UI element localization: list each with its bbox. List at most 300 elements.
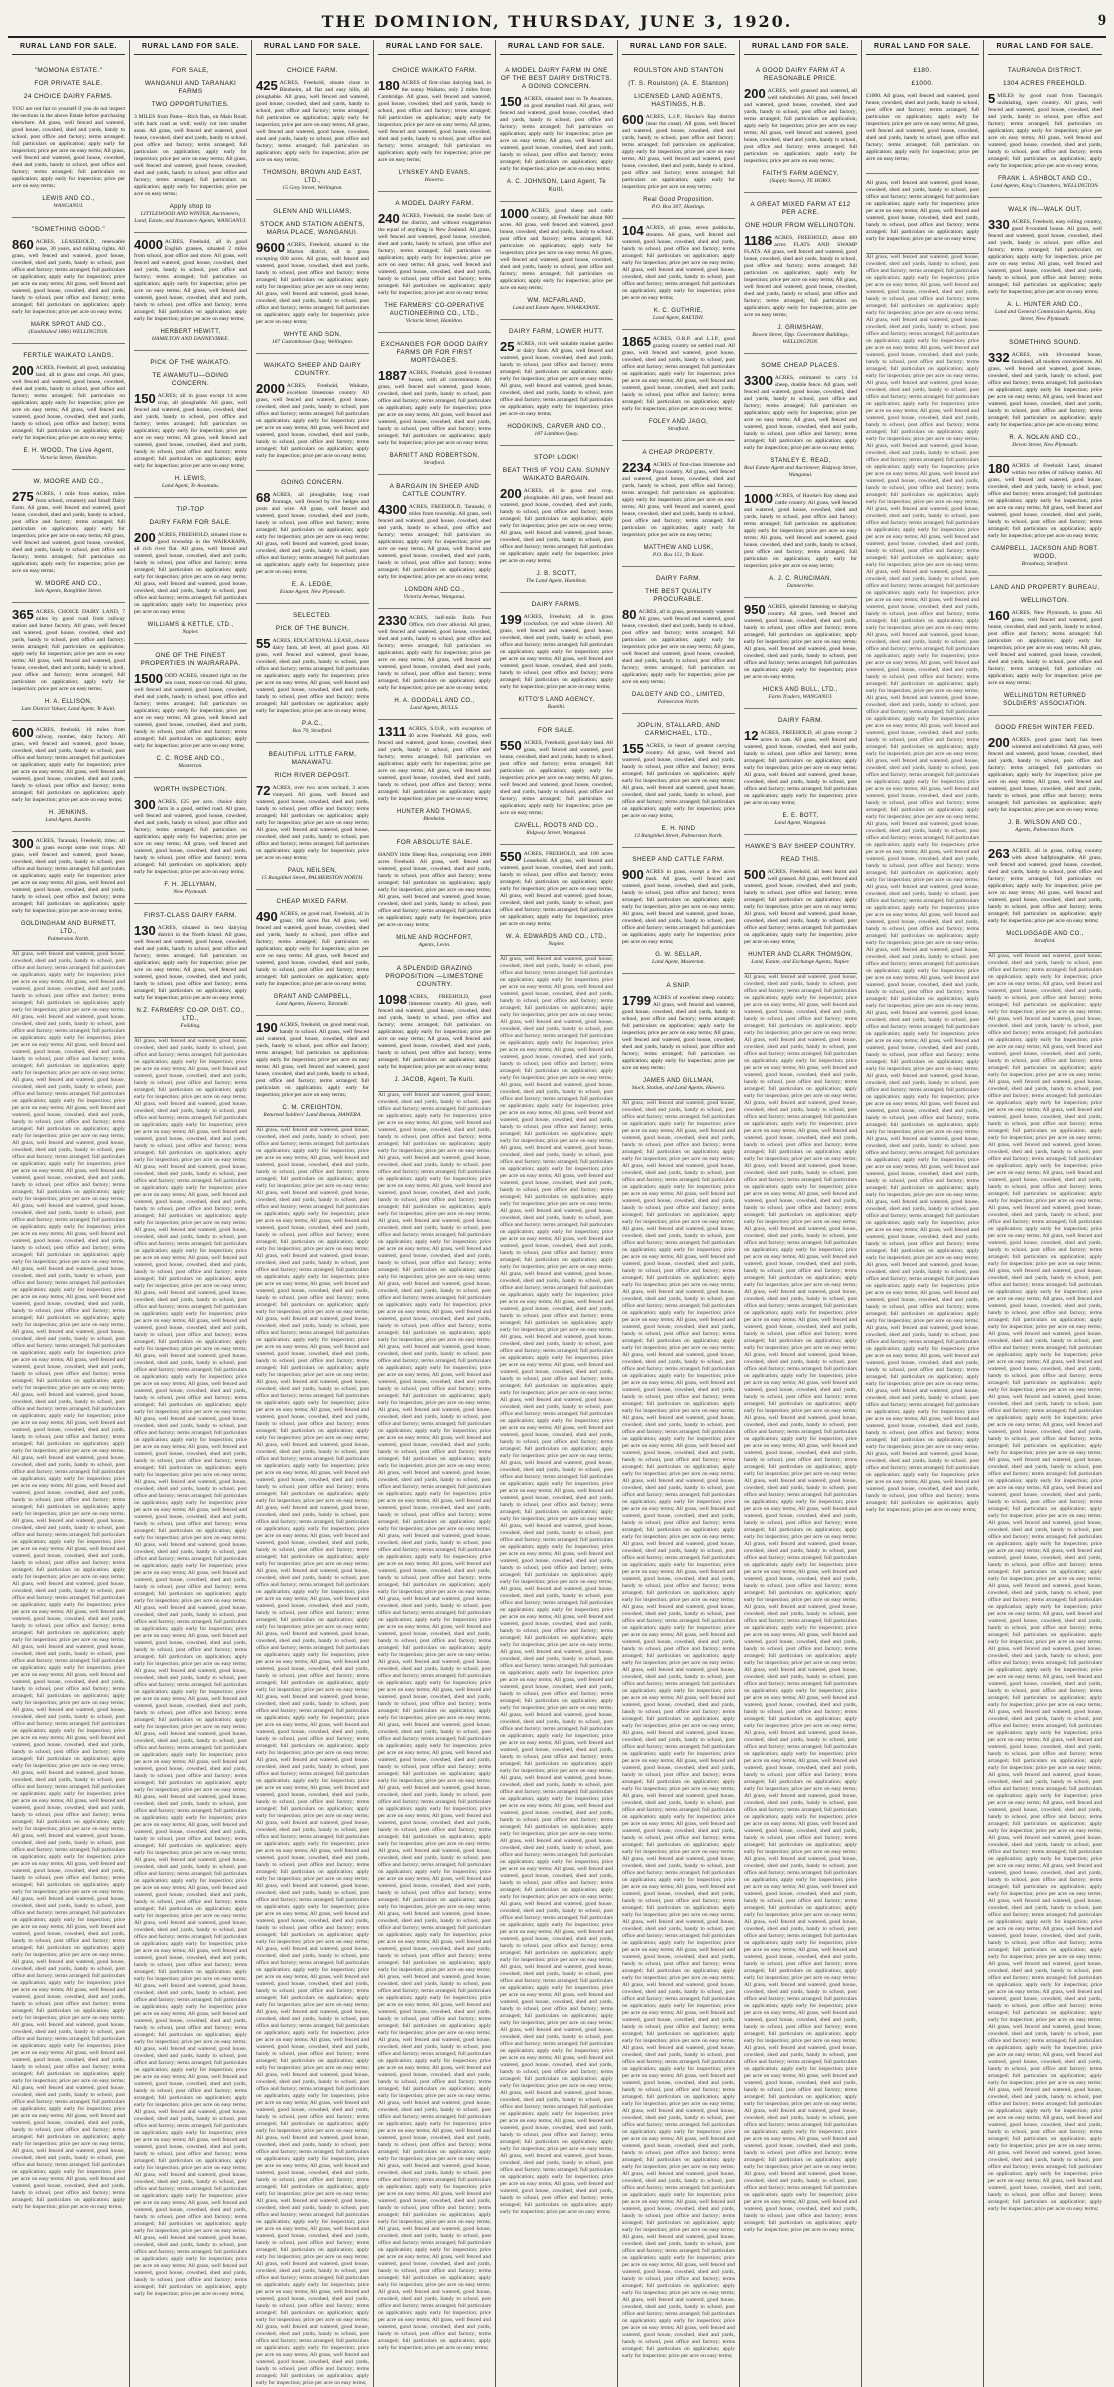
ad-address: Agents, Levin.	[418, 942, 451, 948]
ad-body	[12, 365, 125, 442]
ad-body	[134, 239, 247, 323]
ad-address: Dannevirke.	[786, 583, 815, 589]
acreage-number: 190	[256, 1020, 278, 1035]
ad-title: LAND AND PROPERTY BUREAU,	[990, 584, 1100, 591]
column-header: RURAL LAND FOR SALE.	[622, 40, 735, 55]
column-header: RURAL LAND FOR SALE.	[12, 40, 125, 55]
classified-ad	[622, 59, 735, 219]
ad-body	[12, 491, 125, 575]
ad-address: Blenheim.	[423, 816, 446, 822]
classified-ad	[500, 593, 613, 719]
ad-address: Box 70, Stratford.	[292, 728, 333, 734]
ad-address: Stock, Station, and Land Agents, Hawera.	[631, 1085, 726, 1091]
ad-signature: H. A. GOODALL AND CO.,	[394, 698, 475, 704]
ad-body	[378, 370, 491, 447]
ad-signature: HUNTER AND CLARK THOMSON,	[748, 952, 853, 958]
classified-ad	[500, 59, 613, 202]
ad-address: Feilding.	[180, 1023, 201, 1029]
ad-body	[622, 225, 735, 302]
ad-title: GOOD FRESH WINTER FEED.	[995, 724, 1095, 731]
ad-title: BEAUTIFUL LITTLE FARM, MANAWATU.	[268, 751, 357, 766]
ad-body	[622, 995, 735, 1072]
ad-title: A GOOD DAIRY FARM AT A REASONABLE PRICE.	[755, 67, 846, 82]
classified-ad	[12, 470, 125, 603]
ad-body	[256, 492, 369, 576]
ad-signature: Real Good Proposition.	[643, 197, 714, 203]
acreage-number: 550	[500, 849, 522, 864]
classified-ad	[12, 344, 125, 470]
ad-title: FIRST-CLASS DAIRY FARM.	[144, 912, 237, 919]
ad-text: ACRES, well grassed and watered, all well subdivided. All grass, well fenced and watered, good house, cowshed, shed and yards, handy to school, post office and factory; terms arranged; full particulars on application; apply early for inspection; price per acre on easy terms; All grass, well fenced and watered, good house, cowshed, shed and yards, handy to school, post office and factory; terms arranged; full particulars on application; apply early for inspection; price per acre on easy terms;	[744, 88, 857, 164]
column-9	[984, 40, 1106, 2387]
ad-title: CHOICE WAIKATO FARM.	[392, 67, 477, 74]
ad-address: Broadway, Stratford.	[1021, 561, 1069, 567]
acreage-number: 1500	[134, 671, 163, 686]
ad-body	[988, 463, 1102, 540]
ad-signature: E. A. LEDGE,	[291, 582, 334, 588]
ad-body	[622, 114, 735, 191]
ad-address: Land Agent, RAETIHI.	[652, 315, 705, 321]
ad-body	[744, 730, 857, 807]
ad-body	[988, 848, 1102, 925]
ad-text: ACRES, New Plymouth, in grass. All grass, well fenced and watered, good house, cowshed, shed and yards, handy to school, post office and factory; terms arranged; full particulars on application; apply early for inspection; price per acre on easy terms; All grass, well fenced and watered, good house, cowshed, shed and yards, handy to school, post office and factory; terms arranged; full particulars on application; apply early for inspection; price per acre on easy terms;	[988, 610, 1102, 686]
ad-subtitle: ONE HOUR FROM WELLINGTON.	[745, 222, 856, 229]
ad-address: Agents, Palmerston North.	[1015, 827, 1075, 833]
ad-body	[744, 604, 857, 681]
ad-signature: DALGETY AND CO., LIMITED,	[632, 692, 725, 698]
classified-ad	[500, 320, 613, 446]
column-header: RURAL LAND FOR SALE.	[988, 40, 1102, 55]
acreage-number: 500	[744, 867, 766, 882]
acreage-number: 150	[134, 391, 156, 406]
ad-body	[378, 852, 491, 929]
ad-subtitle: £1000.	[911, 80, 934, 87]
acreage-number: 1887	[378, 368, 407, 383]
acreage-number: 200	[134, 530, 156, 545]
ad-body	[744, 375, 857, 452]
ad-title: £180.	[913, 67, 932, 74]
ad-address: Palmerston North.	[657, 699, 700, 705]
ad-text: ACRES, Freehold; good 6-roomed house, with all conveniences. All grass, well fenced and watered, good house, cowshed, shed and yards, handy to school, post office and factory; terms arranged; full particulars on application; apply early for inspection; price per acre on easy terms; All grass, well fenced and watered, good house, cowshed, shed and yards, handy to school, post office and factory; terms arranged; full particulars on application; apply early for inspection; price per acre on easy terms;	[378, 370, 491, 446]
ad-text: ACRES, FREEHOLD, about 400 acres FLATS AND SWAMP FLATS. All grass, well fenced and watered, good house, cowshed, shed and yards, handy to school, post office and factory; terms arranged; full particulars on application; apply early for inspection; price per acre on easy terms; All grass, well fenced and watered, good house, cowshed, shed and yards, handy to school, post office and factory; terms arranged; full particulars on application; apply early for inspection; price per acre on easy terms;	[744, 235, 857, 318]
classified-ad	[12, 832, 125, 951]
ad-body	[378, 994, 491, 1071]
ad-text: ACRES, all in grass, permanently watered. All grass, well fenced and watered, good house, cowshed, shed and yards, handy to school, post office and factory; terms arranged; full particulars on application; apply early for inspection; price per acre on easy terms; All grass, well fenced and watered, good house, cowshed, shed and yards, handy to school, post office and factory; terms arranged; full particulars on application; apply early for inspection; price per acre on easy terms;	[622, 609, 735, 685]
ad-signature: FAITH'S FARM AGENCY,	[762, 171, 839, 177]
ad-signature: WELLINGTON RETURNED SOLDIERS' ASSOCIATION.	[1003, 693, 1087, 707]
ad-text: ACRES, FREEHOLD, good limestone country. All grass, well fenced and watered, good house, cowshed, shed and yards, handy to school, post office and factory; terms arranged; full particulars on application; apply early for inspection; price per acre on easy terms; All grass, well fenced and watered, good house, cowshed, shed and yards, handy to school, post office and factory; terms arranged; full particulars on application; apply early for inspection; price per acre on easy terms;	[378, 994, 491, 1070]
ad-title: TAURANGA DISTRICT.	[1007, 67, 1083, 74]
ad-signature: HODGKINS, CARVER AND CO.,	[507, 424, 606, 430]
acreage-number: 199	[500, 612, 522, 627]
classified-ad	[378, 609, 491, 720]
classified-ad	[134, 644, 247, 778]
ad-title: ONE OF THE FINEST PROPERTIES IN WAIRARAPA.	[140, 652, 241, 667]
ad-body	[622, 336, 735, 413]
classified-ad	[134, 778, 247, 904]
ad-signature: WHYTE AND SON,	[283, 332, 342, 338]
ad-address: LITTLEWOOD AND WINTER, Auctioneers, Land, Estate, and Insurance Agents, WANGANUI.	[134, 211, 247, 224]
classified-ad	[622, 330, 735, 441]
ad-subtitle: WANGANUI AND TARANAKI FARMS	[144, 80, 237, 95]
column-header: RURAL LAND FOR SALE.	[378, 40, 491, 55]
ad-address: Hawera.	[424, 177, 445, 183]
ad-address: Palmerston North.	[47, 936, 90, 942]
classified-ad	[12, 218, 125, 344]
ad-address: Devon Street, New Plymouth.	[1012, 442, 1078, 448]
ad-body	[500, 208, 613, 292]
classified-ad	[378, 831, 491, 957]
ad-text: ACRES, over two acres orchard, 3 acres vineyard. All grass, well fenced and watered, good house, cowshed, shed and yards, handy to school, post office and factory; terms arranged; full particulars on application; apply early for inspection; price per acre on easy terms; All grass, well fenced and watered, good house, cowshed, shed and yards, handy to school, post office and factory; terms arranged; full particulars on application; apply early for inspection; price per acre on easy terms;	[256, 785, 369, 861]
acreage-number: 1000	[744, 491, 773, 506]
ad-body	[378, 615, 491, 692]
ad-text: ACRES, 1 mile from station, miles from school, creamery and Small Dairy Farm. All grass, well fenced and watered, good house, cowshed, shed and yards, handy to school, post office and factory; terms arranged; full particulars on application; apply early for inspection; price per acre on easy terms; All grass, well fenced and watered, good house, cowshed, shed and yards, handy to school, post office and factory; terms arranged; full particulars on application; apply early for inspection; price per acre on easy terms;	[12, 491, 125, 574]
classified-ad	[134, 233, 247, 351]
ad-text: ACRES, all ploughable, long road frontage, well fenced by live hedges and posts and wire. All grass, well fenced and watered, good house, cowshed, shed and yards, handy to school, post office and factory; terms arranged; full particulars on application; apply early for inspection; price per acre on easy terms; All grass, well fenced and watered, good house, cowshed, shed and yards, handy to school, post office and factory; terms arranged; full particulars on application; apply early for inspection; price per acre on easy terms;	[256, 492, 369, 575]
ad-text: ACRES, FREEHOLD, situated close to good township in the WAIRARAPA, all rich river flat. All grass, well fenced and watered, good house, cowshed, shed and yards, handy to school, post office and factory; terms arranged; full particulars on application; apply early for inspection; price per acre on easy terms; All grass, well fenced and watered, good house, cowshed, shed and yards, handy to school, post office and factory; terms arranged; full particulars on application; apply early for inspection; price per acre on easy terms;	[134, 532, 247, 615]
ad-text: ACRES, O.R.P. and L.I.P., good grazing country on settled road. All grass, well fenced and watered, good house, cowshed, shed and yards, handy to school, post office and factory; terms arranged; full particulars on application; apply early for inspection; price per acre on easy terms; All grass, well fenced and watered, good house, cowshed, shed and yards, handy to school, post office and factory; terms arranged; full particulars on application; apply early for inspection; price per acre on easy terms;	[622, 336, 735, 412]
ad-signature: F. H. JELLYMAN,	[164, 882, 217, 888]
acreage-number: 25	[500, 339, 515, 354]
classified-ad	[744, 59, 857, 193]
classified-ad	[744, 835, 857, 974]
acreage-number: 330	[988, 217, 1010, 232]
ad-signature: LONDON AND CO.,	[404, 587, 465, 593]
ad-text: £1000. All grass, well fenced and watered, good house, cowshed, shed and yards, handy to school, post office and factory; terms arranged; full particulars on application; apply early for inspection; price per acre on easy terms; All grass, well fenced and watered, good house, cowshed, shed and yards, handy to school, post office and factory; terms arranged; full particulars on application; apply early for inspection; price per acre on easy terms;	[866, 93, 979, 162]
classified-ad	[622, 848, 735, 974]
ad-text: ACRES, of Hawke's Bay sheep and cattle country. All grass, well fenced and watered, good house, cowshed, shed and yards, handy to school, post office and factory; terms arranged; full particulars on application; apply early for inspection; price per acre on easy terms; All grass, well fenced and watered, good house, cowshed, shed and yards, handy to school, post office and factory; terms arranged; full particulars on application; apply early for inspection; price per acre on easy terms;	[744, 493, 857, 569]
classified-ad	[256, 354, 369, 471]
ad-text: ACRES, estimated to carry 14 sheep, double fence. All grass, well fenced and watered, good house, cowshed, shed and yards, handy to school, post office and factory; terms arranged; full particulars on application; apply early for inspection; price per acre on easy terms; All grass, well fenced and watered, good house, cowshed, shed and yards, handy to school, post office and factory; terms arranged; full particulars on application; apply early for inspection; price per acre on easy terms;	[744, 375, 857, 451]
acreage-number: 365	[12, 607, 34, 622]
ad-title: PICK OF THE WAIKATO.	[150, 359, 231, 366]
ad-body	[134, 393, 247, 470]
acreage-number: 1186	[744, 233, 773, 248]
ad-subtitle: TE AWAMUTU—GOING CONCERN.	[152, 372, 229, 387]
ad-address: Ridgway Street, Wanganui.	[526, 830, 587, 836]
acreage-number: 55	[256, 636, 271, 651]
ad-title: SOME CHEAP PLACES.	[761, 362, 840, 369]
ad-body	[988, 610, 1102, 687]
ad-address: Victoria Street, Hamilton.	[405, 318, 464, 324]
ad-body	[256, 383, 369, 460]
column-filler-text: All grass, well fenced and watered, good house, cowshed, shed and yards, handy to school, post office and factory; terms arranged; full particulars on application; apply early for inspection; price per acre on easy terms; All grass, well fenced and watered, good house, cowshed, shed and yards, handy to school, post office and factory; terms arranged; full particulars on application; apply early for inspection; price per acre on easy terms; All grass, well fenced and watered, good house, cowshed, shed and yards, handy to school, post office and factory; terms arranged; full particulars on application; apply early for inspection; price per acre on easy terms; All grass, well fenced and watered, good house, cowshed, shed and yards, handy to school, post office and factory; terms arranged; full particulars on application; apply early for inspection; price per acre on easy terms; All grass, well fenced and watered, good house, cowshed, shed and yards, handy to school, post office and factory; terms arranged; full particulars on application; apply early for inspection; price per acre on easy terms; All grass, well fenced and watered, good house, cowshed, shed and yards, handy to school, post office and factory; terms arranged; full particulars on application; apply early for inspection; price per acre on easy terms; All grass, well fenced and watered, good house, cowshed, shed and yards, handy to school, post office and factory; terms arranged; full particulars on application; apply early for inspection; price per acre on easy terms; All grass, well fenced and watered, good house, cowshed, shed and yards, handy to school, post office and factory; terms arranged; full particulars on application; apply early for inspection; price per acre on easy terms; All grass, well fenced and watered, good house, cowshed, shed and yards, handy to school, post office and factory; terms arranged; full particulars on application; apply early for inspection; price per acre on easy terms; All grass, well fenced and watered, good house, cowshed, shed and yards, handy to school, post office and factory; terms arranged; full particulars on application; apply early for inspection; price per acre on easy terms; All grass, well fenced and watered, good house, cowshed, shed and yards, handy to school, post office and factory; terms arranged; full particulars on application; apply early for inspection; price per acre on easy terms; All grass, well fenced and watered, good house, cowshed, shed and yards, handy to school, post office and factory; terms arranged; full particulars on application; apply early for inspection; price per acre on easy terms; All grass, well fenced and watered, good house, cowshed, shed and yards, handy to school, post office and factory; terms arranged; full particulars on application; apply early for inspection; price per acre on easy terms; All grass, well fenced and watered, good house, cowshed, shed and yards, handy to school, post office and factory; terms arranged; full particulars on application; apply early for inspection; price per acre on easy terms; All grass, well fenced and watered, good house, cowshed, shed and yards, handy to school, post office and factory; terms arranged; full particulars on application; apply early for inspection; price per acre on easy terms; All grass, well fenced and watered, good house, cowshed, shed and yards, handy to school, post office and factory; terms arranged; full particulars on application; apply early for inspection; price per acre on easy terms; All grass, well fenced and watered, good house, cowshed, shed and yards, handy to school, post office and factory; terms arranged; full particulars on application; apply early for inspection; price per acre on easy terms; All grass, well fenced and watered, good house, cowshed, shed and yards, handy to school, post office and factory; terms arranged; full particulars on application; apply early for inspection; price per acre on easy terms; All grass, well fenced and watered, good house, cowshed, shed and yards, handy to school, post office and factory; terms arranged; full particulars on application; apply early for inspection; price per acre on easy terms; All grass, well fenced and watered, good house, cowshed, shed and yards, handy to school, post office and factory; terms arranged; full particulars on application; apply early for inspection; price per acre on easy terms; All grass, well fenced and watered, good house, cowshed, shed and yards, handy to school, post office and factory; terms arranged; full particulars on application; apply early for inspection; price per acre on easy terms; All grass, well fenced and watered, good house, cowshed, shed and yards, handy to school, post office and factory; terms arranged; full particulars on application; apply early for inspection; price per acre on easy terms; All grass, well fenced and watered, good house, cowshed, shed and yards, handy to school, post office and factory; terms arranged; full particulars on application; apply early for inspection; price per acre on easy terms; All grass, well fenced and watered, good house, cowshed, shed and yards, handy to school, post office and factory; terms arranged; full particulars on application; apply early for inspection; price per acre on easy terms; All grass, well fenced and watered, good house, cowshed, shed and yards, handy to school, post office and factory; terms arranged; full particulars on application; apply early for inspection; price per acre on easy terms; All grass, well fenced and watered, good house, cowshed, shed and yards, handy to school, post office and factory; terms arranged; full particulars on application; apply early for inspection; price per acre on easy terms; All grass, well fenced and watered, good house, cowshed, shed and yards, handy to school, post office and factory; terms arranged; full particulars on application; apply early for inspection; price per acre on easy terms; All grass, well fenced and watered, good house, cowshed, shed and yards, handy to school, post office and factory; terms arranged; full particulars on application; apply early for inspection; price per acre on easy terms; All grass, well fenced and watered, good house, cowshed, shed and yards, handy to school, post office and factory; terms arranged; full particulars on application; apply early for inspection; price per acre on easy terms; All grass, well fenced and watered, good house, cowshed, shed and yards, handy to school, post office and factory; terms arranged; full particulars on application; apply early for inspection; price per acre on easy terms; All grass, well fenced and watered, good house, cowshed, shed and yards, handy to school, post office and factory; terms arranged; full particulars on application; apply early for inspection; price per acre on easy terms; All grass, well fenced and watered, good house, cowshed, shed and yards, handy to school, post office and factory; terms arranged; full particulars on application; apply early for inspection; price per acre on easy terms; All grass, well fenced and watered, good house, cowshed, shed and yards, handy to school, post office and factory; terms arranged; full particulars on application; apply early for inspection; price per acre on easy terms; All grass, well fenced and watered, good house, cowshed, shed and yards, handy to school, post office and factory; terms arranged; full particulars on application; apply early for inspection; price per acre on easy terms; All grass, well fenced and watered, good house, cowshed, shed and yards, handy to school, post office and factory; terms arranged; full particulars on application; apply early for inspection; price per acre on easy terms; All grass, well fenced and watered, good house, cowshed, shed and yards, handy to school, post office and factory; terms arranged; full particulars on application; apply early for inspection; price per acre on easy terms; All grass, well fenced and watered, good house, cowshed, shed and yards, handy to school, post office and factory; terms arranged; full particulars on application; apply early for inspection; price per acre on easy terms; All grass, well fenced and watered, good house, cowshed, shed and yards, handy to school, post office and factory; terms arranged; full particulars on application; apply early for inspection; price per acre on easy terms; All grass, well fenced and watered, good house, cowshed, shed and yards, handy to school, post office and factory; terms arranged; full particulars on application; apply early for inspection; price per acre on easy terms; All grass, well fenced and watered, good house, cowshed, shed and yards, handy to school, post office and factory; terms arranged; full particulars on application; apply early for inspection; price per acre on easy terms;	[500, 956, 613, 2215]
acreage-number: 600	[12, 725, 34, 740]
ad-address: (Established 1866) WELLINGTON.	[28, 329, 109, 335]
column-filler-text: All grass, well fenced and watered, good house, cowshed, shed and yards, handy to school, post office and factory; terms arranged; full particulars on application; apply early for inspection; price per acre on easy terms; All grass, well fenced and watered, good house, cowshed, shed and yards, handy to school, post office and factory; terms arranged; full particulars on application; apply early for inspection; price per acre on easy terms; All grass, well fenced and watered, good house, cowshed, shed and yards, handy to school, post office and factory; terms arranged; full particulars on application; apply early for inspection; price per acre on easy terms; All grass, well fenced and watered, good house, cowshed, shed and yards, handy to school, post office and factory; terms arranged; full particulars on application; apply early for inspection; price per acre on easy terms; All grass, well fenced and watered, good house, cowshed, shed and yards, handy to school, post office and factory; terms arranged; full particulars on application; apply early for inspection; price per acre on easy terms; All grass, well fenced and watered, good house, cowshed, shed and yards, handy to school, post office and factory; terms arranged; full particulars on application; apply early for inspection; price per acre on easy terms; All grass, well fenced and watered, good house, cowshed, shed and yards, handy to school, post office and factory; terms arranged; full particulars on application; apply early for inspection; price per acre on easy terms; All grass, well fenced and watered, good house, cowshed, shed and yards, handy to school, post office and factory; terms arranged; full particulars on application; apply early for inspection; price per acre on easy terms; All grass, well fenced and watered, good house, cowshed, shed and yards, handy to school, post office and factory; terms arranged; full particulars on application; apply early for inspection; price per acre on easy terms; All grass, well fenced and watered, good house, cowshed, shed and yards, handy to school, post office and factory; terms arranged; full particulars on application; apply early for inspection; price per acre on easy terms; All grass, well fenced and watered, good house, cowshed, shed and yards, handy to school, post office and factory; terms arranged; full particulars on application; apply early for inspection; price per acre on easy terms; All grass, well fenced and watered, good house, cowshed, shed and yards, handy to school, post office and factory; terms arranged; full particulars on application; apply early for inspection; price per acre on easy terms; All grass, well fenced and watered, good house, cowshed, shed and yards, handy to school, post office and factory; terms arranged; full particulars on application; apply early for inspection; price per acre on easy terms; All grass, well fenced and watered, good house, cowshed, shed and yards, handy to school, post office and factory; terms arranged; full particulars on application; apply early for inspection; price per acre on easy terms; All grass, well fenced and watered, good house, cowshed, shed and yards, handy to school, post office and factory; terms arranged; full particulars on application; apply early for inspection; price per acre on easy terms; All grass, well fenced and watered, good house, cowshed, shed and yards, handy to school, post office and factory; terms arranged; full particulars on application; apply early for inspection; price per acre on easy terms; All grass, well fenced and watered, good house, cowshed, shed and yards, handy to school, post office and factory; terms arranged; full particulars on application; apply early for inspection; price per acre on easy terms; All grass, well fenced and watered, good house, cowshed, shed and yards, handy to school, post office and factory; terms arranged; full particulars on application; apply early for inspection; price per acre on easy terms; All grass, well fenced and watered, good house, cowshed, shed and yards, handy to school, post office and factory; terms arranged; full particulars on application; apply early for inspection; price per acre on easy terms; All grass, well fenced and watered, good house, cowshed, shed and yards, handy to school, post office and factory; terms arranged; full particulars on application; apply early for inspection; price per acre on easy terms; All grass, well fenced and watered, good house, cowshed, shed and yards, handy to school, post office and factory; terms arranged; full particulars on application; apply early for inspection; price per acre on easy terms; All grass, well fenced and watered, good house, cowshed, shed and yards, handy to school, post office and factory; terms arranged; full particulars on application; apply early for inspection; price per acre on easy terms; All grass, well fenced and watered, good house, cowshed, shed and yards, handy to school, post office and factory; terms arranged; full particulars on application; apply early for inspection; price per acre on easy terms; All grass, well fenced and watered, good house, cowshed, shed and yards, handy to school, post office and factory; terms arranged; full particulars on application; apply early for inspection; price per acre on easy terms; All grass, well fenced and watered, good house, cowshed, shed and yards, handy to school, post office and factory; terms arranged; full particulars on application; apply early for inspection; price per acre on easy terms; All grass, well fenced and watered, good house, cowshed, shed and yards, handy to school, post office and factory; terms arranged; full particulars on application; apply early for inspection; price per acre on easy terms; All grass, well fenced and watered, good house, cowshed, shed and yards, handy to school, post office and factory; terms arranged; full particulars on application; apply early for inspection; price per acre on easy terms; All grass, well fenced and watered, good house, cowshed, shed and yards, handy to school, post office and factory; terms arranged; full particulars on application; apply early for inspection; price per acre on easy terms; All grass, well fenced and watered, good house, cowshed, shed and yards, handy to school, post office and factory; terms arranged; full particulars on application; apply early for inspection; price per acre on easy terms; All grass, well fenced and watered, good house, cowshed, shed and yards, handy to school, post office and factory; terms arranged; full particulars on application; apply early for inspection; price per acre on easy terms; All grass, well fenced and watered, good house, cowshed, shed and yards, handy to school, post office and factory; terms arranged; full particulars on application; apply early for inspection; price per acre on easy terms; All grass, well fenced and watered, good house, cowshed, shed and yards, handy to school, post office and factory; terms arranged; full particulars on application; apply early for inspection; price per acre on easy terms; All grass, well fenced and watered, good house, cowshed, shed and yards, handy to school, post office and factory; terms arranged; full particulars on application; apply early for inspection; price per acre on easy terms; All grass, well fenced and watered, good house, cowshed, shed and yards, handy to school, post office and factory; terms arranged; full particulars on application; apply early for inspection; price per acre on easy terms; All grass, well fenced and watered, good house, cowshed, shed and yards, handy to school, post office and factory; terms arranged; full particulars on application; apply early for inspection; price per acre on easy terms; All grass, well fenced and watered, good house, cowshed, shed and yards, handy to school, post office and factory; terms arranged; full particulars on application; apply early for inspection; price per acre on easy terms; All grass, well fenced and watered, good house, cowshed, shed and yards, handy to school, post office and factory; terms arranged; full particulars on application; apply early for inspection; price per acre on easy terms; All grass, well fenced and watered, good house, cowshed, shed and yards, handy to school, post office and factory; terms arranged; full particulars on application; apply early for inspection; price per acre on easy terms; All grass, well fenced and watered, good house, cowshed, shed and yards, handy to school, post office and factory; terms arranged; full particulars on application; apply early for inspection; price per acre on easy terms; All grass, well fenced and watered, good house, cowshed, shed and yards, handy to school, post office and factory; terms arranged; full particulars on application; apply early for inspection; price per acre on easy terms;	[134, 1038, 247, 2297]
ad-title: A GREAT MIXED FARM AT £12 PER ACRE.	[750, 201, 851, 216]
ad-body	[12, 727, 125, 804]
ad-text: ACRES, Freehold, situated in the Marton district, all in grass excepting 600 acres. All grass, well fenced and watered, good house, cowshed, shed and yards, handy to school, post office and factory; terms arranged; full particulars on application; apply early for inspection; price per acre on easy terms; All grass, well fenced and watered, good house, cowshed, shed and yards, handy to school, post office and factory; terms arranged; full particulars on application; apply early for inspection; price per acre on easy terms;	[256, 242, 369, 325]
ad-signature: J. JACOB, Agent, Te Kuiti.	[394, 1077, 475, 1083]
ad-body	[12, 106, 125, 190]
classified-ad	[134, 904, 247, 1038]
acreage-number: 1311	[378, 724, 407, 739]
acreage-number: 4300	[378, 502, 407, 517]
ad-address: Masterton.	[178, 763, 203, 769]
acreage-number: 9600	[256, 240, 285, 255]
classified-ad	[988, 716, 1102, 842]
ad-text: ACRES, Freehold, Waikato, excellent limestone country. All grass, well fenced and watered, good house, cowshed, shed and yards, handy to school, post office and factory; terms arranged; full particulars on application; apply early for inspection; price per acre on easy terms; All grass, well fenced and watered, good house, cowshed, shed and yards, handy to school, post office and factory; terms arranged; full particulars on application; apply early for inspection; price per acre on easy terms;	[256, 383, 369, 459]
ad-text: ACRES of Freehold Land, situated within two miles of railway station. All grass, well fenced and watered, good house, cowshed, shed and yards, handy to school, post office and factory; terms arranged; full particulars on application; apply early for inspection; price per acre on easy terms; All grass, well fenced and watered, good house, cowshed, shed and yards, handy to school, post office and factory; terms arranged; full particulars on application; apply early for inspection; price per acre on easy terms;	[988, 463, 1102, 539]
ad-text: ACRES, S.O.R., with exception of 40 acres Freehold. All grass, well fenced and watered, good house, cowshed, shed and yards, handy to school, post office and factory; terms arranged; full particulars on application; apply early for inspection; price per acre on easy terms; All grass, well fenced and watered, good house, cowshed, shed and yards, handy to school, post office and factory; terms arranged; full particulars on application; apply early for inspection; price per acre on easy terms;	[378, 726, 491, 802]
ad-text: ACRES of excellent sheep country. All grass, well fenced and watered, good house, cowshed, shed and yards, handy to school, post office and factory; terms arranged; full particulars on application; apply early for inspection; price per acre on easy terms; All grass, well fenced and watered, good house, cowshed, shed and yards, handy to school, post office and factory; terms arranged; full particulars on application; apply early for inspection; price per acre on easy terms;	[622, 995, 735, 1071]
acreage-number: 12	[744, 728, 759, 743]
ad-text: ACRES, all grass, seven paddocks, streams. All grass, well fenced and watered, good house, cowshed, shed and yards, handy to school, post office and factory; terms arranged; full particulars on application; apply early for inspection; price per acre on easy terms; All grass, well fenced and watered, good house, cowshed, shed and yards, handy to school, post office and factory; terms arranged; full particulars on application; apply early for inspection; price per acre on easy terms;	[622, 225, 735, 301]
acreage-number: 300	[134, 797, 156, 812]
ad-address: The Land Agent, Hamilton.	[526, 578, 587, 584]
ad-signature: HUNTER AND THOMAS,	[396, 809, 473, 815]
ad-body	[500, 488, 613, 565]
ad-body	[256, 80, 369, 164]
classified-ad	[134, 498, 247, 644]
ad-address: Stratford.	[423, 460, 446, 466]
column-8	[862, 40, 984, 2387]
ad-text: ACRES, EDUCATIONAL LEASE, choice dairy farm, all level, all good grass. All grass, well fenced and watered, good house, cowshed, shed and yards, handy to school, post office and factory; terms arranged; full particulars on application; apply early for inspection; price per acre on easy terms; All grass, well fenced and watered, good house, cowshed, shed and yards, handy to school, post office and factory; terms arranged; full particulars on application; apply early for inspection; price per acre on easy terms;	[256, 638, 369, 714]
ad-text: HANDY little Sheep Run, comprising over 2000 acres Freehold. All grass, well fenced and watered, good house, cowshed, shed and yards, handy to school, post office and factory; terms arranged; full particulars on application; apply early for inspection; price per acre on easy terms; All grass, well fenced and watered, good house, cowshed, shed and yards, handy to school, post office and factory; terms arranged; full particulars on application; apply early for inspection; price per acre on easy terms;	[378, 852, 491, 928]
classified-ad	[134, 351, 247, 498]
ad-title: ROULSTON AND STANTON	[633, 67, 724, 74]
column-header: RURAL LAND FOR SALE.	[256, 40, 369, 55]
ad-title: GOING CONCERN.	[281, 479, 344, 486]
classified-ad	[256, 471, 369, 604]
classified-ad	[134, 59, 247, 233]
classified-ad	[12, 59, 125, 218]
ad-body	[744, 493, 857, 570]
acreage-number: 300	[12, 836, 34, 851]
ad-text: ACRES, situated near to Te Awamutu, on good metalled road. All grass, well fenced and watered, good house, cowshed, shed and yards, handy to school, post office and factory; terms arranged; full particulars on application; apply early for inspection; price per acre on easy terms; All grass, well fenced and watered, good house, cowshed, shed and yards, handy to school, post office and factory; terms arranged; full particulars on application; apply early for inspection; price per acre on easy terms;	[500, 96, 613, 172]
ad-address: Land Agent, Masterton.	[651, 959, 706, 965]
ad-subtitle: PICK OF THE BUNCH.	[275, 625, 350, 632]
ad-signature: R. A. NOLAN AND CO.,	[1009, 435, 1081, 441]
classified-ad	[744, 709, 857, 835]
ad-text: All grass, well fenced and watered, good house, cowshed, shed and yards, handy to school, post office and factory; terms arranged; full particulars on application; apply early for inspection; price per acre on easy terms; All grass, well fenced and watered, good house, cowshed, shed and yards, handy to school, post office and factory; terms arranged; full particulars on application; apply early for inspection; price per acre on easy terms;	[866, 180, 979, 242]
ad-subtitle: STOCK AND STATION AGENTS, MARIA PLACE, WANGANUI.	[260, 221, 365, 236]
acreage-number: 130	[134, 923, 156, 938]
ad-signature: CAMPBELL, JACKSON AND ROBT. WOOD,	[991, 546, 1099, 560]
ad-signature: E. E. BOTT,	[782, 813, 819, 819]
ad-text: ACRES, LEASEHOLD, renewable lease, 30 years, and milking rights. All grass, well fenced and watered, good house, cowshed, shed and yards, handy to school, post office and factory; terms arranged; full particulars on application; apply early for inspection; price per acre on easy terms; All grass, well fenced and watered, good house, cowshed, shed and yards, handy to school, post office and factory; terms arranged; full particulars on application; apply early for inspection; price per acre on easy terms;	[12, 239, 125, 315]
ad-signature: FRANK L. ASHBOLT AND CO.,	[998, 176, 1092, 182]
classified-ad	[500, 719, 613, 845]
ad-title: DAIRY FARMS.	[531, 601, 582, 608]
ad-subtitle: WELLINGTON.	[1020, 597, 1070, 604]
column-filler-text: All grass, well fenced and watered, good house, cowshed, shed and yards, handy to school, post office and factory; terms arranged; full particulars on application; apply early for inspection; price per acre on easy terms; All grass, well fenced and watered, good house, cowshed, shed and yards, handy to school, post office and factory; terms arranged; full particulars on application; apply early for inspection; price per acre on easy terms; All grass, well fenced and watered, good house, cowshed, shed and yards, handy to school, post office and factory; terms arranged; full particulars on application; apply early for inspection; price per acre on easy terms; All grass, well fenced and watered, good house, cowshed, shed and yards, handy to school, post office and factory; terms arranged; full particulars on application; apply early for inspection; price per acre on easy terms; All grass, well fenced and watered, good house, cowshed, shed and yards, handy to school, post office and factory; terms arranged; full particulars on application; apply early for inspection; price per acre on easy terms; All grass, well fenced and watered, good house, cowshed, shed and yards, handy to school, post office and factory; terms arranged; full particulars on application; apply early for inspection; price per acre on easy terms; All grass, well fenced and watered, good house, cowshed, shed and yards, handy to school, post office and factory; terms arranged; full particulars on application; apply early for inspection; price per acre on easy terms; All grass, well fenced and watered, good house, cowshed, shed and yards, handy to school, post office and factory; terms arranged; full particulars on application; apply early for inspection; price per acre on easy terms; All grass, well fenced and watered, good house, cowshed, shed and yards, handy to school, post office and factory; terms arranged; full particulars on application; apply early for inspection; price per acre on easy terms; All grass, well fenced and watered, good house, cowshed, shed and yards, handy to school, post office and factory; terms arranged; full particulars on application; apply early for inspection; price per acre on easy terms; All grass, well fenced and watered, good house, cowshed, shed and yards, handy to school, post office and factory; terms arranged; full particulars on application; apply early for inspection; price per acre on easy terms; All grass, well fenced and watered, good house, cowshed, shed and yards, handy to school, post office and factory; terms arranged; full particulars on application; apply early for inspection; price per acre on easy terms; All grass, well fenced and watered, good house, cowshed, shed and yards, handy to school, post office and factory; terms arranged; full particulars on application; apply early for inspection; price per acre on easy terms; All grass, well fenced and watered, good house, cowshed, shed and yards, handy to school, post office and factory; terms arranged; full particulars on application; apply early for inspection; price per acre on easy terms; All grass, well fenced and watered, good house, cowshed, shed and yards, handy to school, post office and factory; terms arranged; full particulars on application; apply early for inspection; price per acre on easy terms; All grass, well fenced and watered, good house, cowshed, shed and yards, handy to school, post office and factory; terms arranged; full particulars on application; apply early for inspection; price per acre on easy terms; All grass, well fenced and watered, good house, cowshed, shed and yards, handy to school, post office and factory; terms arranged; full particulars on application; apply early for inspection; price per acre on easy terms; All grass, well fenced and watered, good house, cowshed, shed and yards, handy to school, post office and factory; terms arranged; full particulars on application; apply early for inspection; price per acre on easy terms; All grass, well fenced and watered, good house, cowshed, shed and yards, handy to school, post office and factory; terms arranged; full particulars on application; apply early for inspection; price per acre on easy terms; All grass, well fenced and watered, good house, cowshed, shed and yards, handy to school, post office and factory; terms arranged; full particulars on application; apply early for inspection; price per acre on easy terms; All grass, well fenced and watered, good house, cowshed, shed and yards, handy to school, post office and factory; terms arranged; full particulars on application; apply early for inspection; price per acre on easy terms; All grass, well fenced and watered, good house, cowshed, shed and yards, handy to school, post office and factory; terms arranged; full particulars on application; apply early for inspection; price per acre on easy terms; All grass, well fenced and watered, good house, cowshed, shed and yards, handy to school, post office and factory; terms arranged; full particulars on application; apply early for inspection; price per acre on easy terms; All grass, well fenced and watered, good house, cowshed, shed and yards, handy to school, post office and factory; terms arranged; full particulars on application; apply early for inspection; price per acre on easy terms; All grass, well fenced and watered, good house, cowshed, shed and yards, handy to school, post office and factory; terms arranged; full particulars on application; apply early for inspection; price per acre on easy terms; All grass, well fenced and watered, good house, cowshed, shed and yards, handy to school, post office and factory; terms arranged; full particulars on application; apply early for inspection; price per acre on easy terms; All grass, well fenced and watered, good house, cowshed, shed and yards, handy to school, post office and factory; terms arranged; full particulars on application; apply early for inspection; price per acre on easy terms; All grass, well fenced and watered, good house, cowshed, shed and yards, handy to school, post office and factory; terms arranged; full particulars on application; apply early for inspection; price per acre on easy terms; All grass, well fenced and watered, good house, cowshed, shed and yards, handy to school, post office and factory; terms arranged; full particulars on application; apply early for inspection; price per acre on easy terms; All grass, well fenced and watered, good house, cowshed, shed and yards, handy to school, post office and factory; terms arranged; full particulars on application; apply early for inspection; price per acre on easy terms; All grass, well fenced and watered, good house, cowshed, shed and yards, handy to school, post office and factory; terms arranged; full particulars on application; apply early for inspection; price per acre on easy terms; All grass, well fenced and watered, good house, cowshed, shed and yards, handy to school, post office and factory; terms arranged; full particulars on application; apply early for inspection; price per acre on easy terms; All grass, well fenced and watered, good house, cowshed, shed and yards, handy to school, post office and factory; terms arranged; full particulars on application; apply early for inspection; price per acre on easy terms; All grass, well fenced and watered, good house, cowshed, shed and yards, handy to school, post office and factory; terms arranged; full particulars on application; apply early for inspection; price per acre on easy terms; All grass, well fenced and watered, good house, cowshed, shed and yards, handy to school, post office and factory; terms arranged; full particulars on application; apply early for inspection; price per acre on easy terms; All grass, well fenced and watered, good house, cowshed, shed and yards, handy to school, post office and factory; terms arranged; full particulars on application; apply early for inspection; price per acre on easy terms; All grass, well fenced and watered, good house, cowshed, shed and yards, handy to school, post office and factory; terms arranged; full particulars on application; apply early for inspection; price per acre on easy terms; All grass, well fenced and watered, good house, cowshed, shed and yards, handy to school, post office and factory; terms arranged; full particulars on application; apply early for inspection; price per acre on easy terms; All grass, well fenced and watered, good house, cowshed, shed and yards, handy to school, post office and factory; terms arranged; full particulars on application; apply early for inspection; price per acre on easy terms; All grass, well fenced and watered, good house, cowshed, shed and yards, handy to school, post office and factory; terms arranged; full particulars on application; apply early for inspection; price per acre on easy terms;	[988, 953, 1102, 2212]
ad-title: WALK IN—WALK OUT.	[1008, 206, 1082, 213]
ad-title: SHEEP AND CATTLE FARM.	[632, 856, 725, 863]
column-filler-text: All grass, well fenced and watered, good house, cowshed, shed and yards, handy to school, post office and factory; terms arranged; full particulars on application; apply early for inspection; price per acre on easy terms; All grass, well fenced and watered, good house, cowshed, shed and yards, handy to school, post office and factory; terms arranged; full particulars on application; apply early for inspection; price per acre on easy terms; All grass, well fenced and watered, good house, cowshed, shed and yards, handy to school, post office and factory; terms arranged; full particulars on application; apply early for inspection; price per acre on easy terms; All grass, well fenced and watered, good house, cowshed, shed and yards, handy to school, post office and factory; terms arranged; full particulars on application; apply early for inspection; price per acre on easy terms; All grass, well fenced and watered, good house, cowshed, shed and yards, handy to school, post office and factory; terms arranged; full particulars on application; apply early for inspection; price per acre on easy terms; All grass, well fenced and watered, good house, cowshed, shed and yards, handy to school, post office and factory; terms arranged; full particulars on application; apply early for inspection; price per acre on easy terms; All grass, well fenced and watered, good house, cowshed, shed and yards, handy to school, post office and factory; terms arranged; full particulars on application; apply early for inspection; price per acre on easy terms; All grass, well fenced and watered, good house, cowshed, shed and yards, handy to school, post office and factory; terms arranged; full particulars on application; apply early for inspection; price per acre on easy terms; All grass, well fenced and watered, good house, cowshed, shed and yards, handy to school, post office and factory; terms arranged; full particulars on application; apply early for inspection; price per acre on easy terms; All grass, well fenced and watered, good house, cowshed, shed and yards, handy to school, post office and factory; terms arranged; full particulars on application; apply early for inspection; price per acre on easy terms; All grass, well fenced and watered, good house, cowshed, shed and yards, handy to school, post office and factory; terms arranged; full particulars on application; apply early for inspection; price per acre on easy terms; All grass, well fenced and watered, good house, cowshed, shed and yards, handy to school, post office and factory; terms arranged; full particulars on application; apply early for inspection; price per acre on easy terms; All grass, well fenced and watered, good house, cowshed, shed and yards, handy to school, post office and factory; terms arranged; full particulars on application; apply early for inspection; price per acre on easy terms; All grass, well fenced and watered, good house, cowshed, shed and yards, handy to school, post office and factory; terms arranged; full particulars on application; apply early for inspection; price per acre on easy terms; All grass, well fenced and watered, good house, cowshed, shed and yards, handy to school, post office and factory; terms arranged; full particulars on application; apply early for inspection; price per acre on easy terms; All grass, well fenced and watered, good house, cowshed, shed and yards, handy to school, post office and factory; terms arranged; full particulars on application; apply early for inspection; price per acre on easy terms; All grass, well fenced and watered, good house, cowshed, shed and yards, handy to school, post office and factory; terms arranged; full particulars on application; apply early for inspection; price per acre on easy terms; All grass, well fenced and watered, good house, cowshed, shed and yards, handy to school, post office and factory; terms arranged; full particulars on application; apply early for inspection; price per acre on easy terms; All grass, well fenced and watered, good house, cowshed, shed and yards, handy to school, post office and factory; terms arranged; full particulars on application; apply early for inspection; price per acre on easy terms; All grass, well fenced and watered, good house, cowshed, shed and yards, handy to school, post office and factory; terms arranged; full particulars on application; apply early for inspection; price per acre on easy terms; All grass, well fenced and watered, good house, cowshed, shed and yards, handy to school, post office and factory; terms arranged; full particulars on application; apply early for inspection; price per acre on easy terms; All grass, well fenced and watered, good house, cowshed, shed and yards, handy to school, post office and factory; terms arranged; full particulars on application; apply early for inspection; price per acre on easy terms; All grass, well fenced and watered, good house, cowshed, shed and yards, handy to school, post office and factory; terms arranged; full particulars on application; apply early for inspection; price per acre on easy terms; All grass, well fenced and watered, good house, cowshed, shed and yards, handy to school, post office and factory; terms arranged; full particulars on application; apply early for inspection; price per acre on easy terms; All grass, well fenced and watered, good house, cowshed, shed and yards, handy to school, post office and factory; terms arranged; full particulars on application; apply early for inspection; price per acre on easy terms; All grass, well fenced and watered, good house, cowshed, shed and yards, handy to school, post office and factory; terms arranged; full particulars on application; apply early for inspection; price per acre on easy terms; All grass, well fenced and watered, good house, cowshed, shed and yards, handy to school, post office and factory; terms arranged; full particulars on application; apply early for inspection; price per acre on easy terms; All grass, well fenced and watered, good house, cowshed, shed and yards, handy to school, post office and factory; terms arranged; full particulars on application; apply early for inspection; price per acre on easy terms; All grass, well fenced and watered, good house, cowshed, shed and yards, handy to school, post office and factory; terms arranged; full particulars on application; apply early for inspection; price per acre on easy terms; All grass, well fenced and watered, good house, cowshed, shed and yards, handy to school, post office and factory; terms arranged; full particulars on application; apply early for inspection; price per acre on easy terms; All grass, well fenced and watered, good house, cowshed, shed and yards, handy to school, post office and factory; terms arranged; full particulars on application; apply early for inspection; price per acre on easy terms; All grass, well fenced and watered, good house, cowshed, shed and yards, handy to school, post office and factory; terms arranged; full particulars on application; apply early for inspection; price per acre on easy terms; All grass, well fenced and watered, good house, cowshed, shed and yards, handy to school, post office and factory; terms arranged; full particulars on application; apply early for inspection; price per acre on easy terms; All grass, well fenced and watered, good house, cowshed, shed and yards, handy to school, post office and factory; terms arranged; full particulars on application; apply early for inspection; price per acre on easy terms; All grass, well fenced and watered, good house, cowshed, shed and yards, handy to school, post office and factory; terms arranged; full particulars on application; apply early for inspection; price per acre on easy terms; All grass, well fenced and watered, good house, cowshed, shed and yards, handy to school, post office and factory; terms arranged; full particulars on application; apply early for inspection; price per acre on easy terms; All grass, well fenced and watered, good house, cowshed, shed and yards, handy to school, post office and factory; terms arranged; full particulars on application; apply early for inspection; price per acre on easy terms; All grass, well fenced and watered, good house, cowshed, shed and yards, handy to school, post office and factory; terms arranged; full particulars on application; apply early for inspection; price per acre on easy terms; All grass, well fenced and watered, good house, cowshed, shed and yards, handy to school, post office and factory; terms arranged; full particulars on application; apply early for inspection; price per acre on easy terms; All grass, well fenced and watered, good house, cowshed, shed and yards, handy to school, post office and factory; terms arranged; full particulars on application; apply early for inspection; price per acre on easy terms;	[256, 1127, 369, 2386]
acreage-number: 104	[622, 223, 644, 238]
ad-body	[134, 673, 247, 750]
classified-ad	[256, 604, 369, 743]
ad-body	[378, 213, 491, 297]
ad-title: FOR ABSOLUTE SALE.	[396, 839, 473, 846]
acreage-number: 180	[378, 78, 400, 93]
ad-subtitle: THE BEST QUALITY PROCURABLE.	[645, 588, 712, 603]
ad-body	[256, 911, 369, 988]
ad-text: ACRES; all in grass except 14 acres crop, all ploughable. All grass, well fenced and watered, good house, cowshed, shed and yards, handy to school, post office and factory; terms arranged; full particulars on application; apply early for inspection; price per acre on easy terms; All grass, well fenced and watered, good house, cowshed, shed and yards, handy to school, post office and factory; terms arranged; full particulars on application; apply early for inspection; price per acre on easy terms;	[134, 393, 247, 469]
acreage-number: 72	[256, 783, 271, 798]
ad-signature: K. C. GUTHRIE,	[653, 308, 704, 314]
acreage-number: 1865	[622, 334, 651, 349]
ad-address: Bowen Street, Opp. Government Buildings, WELLINGTON.	[752, 332, 849, 345]
column-header: RURAL LAND FOR SALE.	[134, 40, 247, 55]
ad-text: ACRES, Taranaki, Freehold, titles; all in grass except some root crops. All grass, well fenced and watered, good house, cowshed, shed and yards, handy to school, post office and factory; terms arranged; full particulars on application; apply early for inspection; price per acre on easy terms; All grass, well fenced and watered, good house, cowshed, shed and yards, handy to school, post office and factory; terms arranged; full particulars on application; apply early for inspection; price per acre on easy terms;	[12, 838, 125, 914]
ad-address: (Supply Stores), TE HORO.	[769, 178, 832, 184]
ad-title: CHEAP MIXED FARM.	[276, 898, 349, 905]
ad-signature: Apply shop to	[169, 204, 212, 210]
ad-signature: MATTHEW AND LUSK,	[643, 545, 714, 551]
ad-title: JOPLIN, STALLARD, AND CARMICHAEL, LTD.,	[636, 722, 721, 737]
ad-body	[988, 219, 1102, 296]
page-number: 9	[1097, 12, 1106, 29]
ad-text: ACRES, Freehold, easy rolling country, good 8-roomed house. All grass, well fenced and watered, good house, cowshed, shed and yards, handy to school, post office and factory; terms arranged; full particulars on application; apply early for inspection; price per acre on easy terms; All grass, well fenced and watered, good house, cowshed, shed and yards, handy to school, post office and factory; terms arranged; full particulars on application; apply early for inspection; price per acre on easy terms;	[988, 219, 1102, 295]
ad-body	[622, 743, 735, 820]
ad-address: Stratford.	[1034, 938, 1056, 944]
classified-ad	[256, 1016, 369, 1127]
ad-title: STOP! LOOK!	[534, 454, 579, 461]
ad-subtitle: BEAT THIS IF YOU CAN. SUNNY WAIKATO BARGAIN.	[502, 467, 611, 482]
acreage-number: 425	[256, 78, 278, 93]
ad-signature: H. LEWIS,	[174, 476, 207, 482]
ad-address: Napier.	[182, 629, 199, 635]
column-header: RURAL LAND FOR SALE.	[500, 40, 613, 55]
ad-body	[866, 93, 979, 163]
ad-title: A MODEL DAIRY FARM.	[395, 200, 474, 207]
ad-signature: LYNSKEY AND EVANS,	[398, 170, 471, 176]
column-1	[8, 40, 130, 2387]
acreage-number: 490	[256, 909, 278, 924]
ad-title: W. MOORE AND CO.,	[33, 478, 104, 485]
ad-signature: H. JENKINS,	[48, 810, 89, 816]
ad-text: ACRES of first-class dairying land, in the sunny Waikato, only 2 miles from Cambridge. All grass, well fenced and watered, good house, cowshed, shed and yards, handy to school, post office and factory; terms arranged; full particulars on application; apply early for inspection; price per acre on easy terms; All grass, well fenced and watered, good house, cowshed, shed and yards, handy to school, post office and factory; terms arranged; full particulars on application; apply early for inspection; price per acre on easy terms;	[378, 80, 491, 163]
ad-address: P.O. Box 151, Te Kuiti.	[652, 552, 705, 558]
ad-body	[744, 869, 857, 946]
ad-title: A MODEL DAIRY FARM IN ONE OF THE BEST DAIRY DISTRICTS. A GOING CONCERN.	[500, 67, 613, 90]
acreage-number: 332	[988, 350, 1010, 365]
acreage-number: 200	[12, 363, 34, 378]
ad-title: SELECTED.	[292, 612, 333, 619]
column-header: RURAL LAND FOR SALE.	[744, 40, 857, 55]
ad-title: FERTILE WAIKATO LANDS.	[23, 352, 114, 359]
ad-text: ACRES, Freehold, all good, undulating land, all in grass and crops. All grass, well fenced and watered, good house, cowshed, shed and yards, handy to school, post office and factory; terms arranged; full particulars on application; apply early for inspection; price per acre on easy terms; All grass, well fenced and watered, good house, cowshed, shed and yards, handy to school, post office and factory; terms arranged; full particulars on application; apply early for inspection; price per acre on easy terms;	[12, 365, 125, 441]
ad-address: Land and Estate Agent, WHAKATANE.	[512, 305, 601, 311]
ad-signature: H. A. ELLISON,	[44, 699, 93, 705]
ad-body	[500, 341, 613, 418]
classified-ad	[256, 743, 369, 890]
ad-address: Estate Agent, New Plymouth.	[279, 589, 346, 595]
ad-address: P.O. Box 307, Hastings.	[651, 204, 706, 210]
classified-ad	[988, 59, 1102, 198]
ad-address: Victoria Street, Hamilton.	[39, 455, 98, 461]
ad-address: Land Agent, Raetihi.	[45, 817, 92, 823]
classified-ad	[256, 200, 369, 354]
ad-body	[500, 851, 613, 928]
ad-text: ACRES, Freehold, all in good English grasses, situated 2 miles from school, post office and store. All grass, well fenced and watered, good house, cowshed, shed and yards, handy to school, post office and factory; terms arranged; full particulars on application; apply early for inspection; price per acre on easy terms; All grass, well fenced and watered, good house, cowshed, shed and yards, handy to school, post office and factory; terms arranged; full particulars on application; apply early for inspection; price per acre on easy terms;	[134, 239, 247, 322]
acreage-number: 2000	[256, 381, 285, 396]
ad-subtitle: 1304 ACRES FREEHOLD.	[1002, 80, 1087, 87]
ad-body	[500, 96, 613, 173]
ad-signature: LEWIS AND CO.,	[42, 196, 95, 202]
classified-ad	[744, 354, 857, 487]
ad-signature: J. GRIMSHAW,	[777, 325, 824, 331]
ad-signature: GRANT AND CAMPBELL,	[273, 994, 352, 1000]
acreage-number: 180	[988, 461, 1010, 476]
ad-body	[256, 785, 369, 862]
ad-body	[622, 462, 735, 539]
ad-signature: W. MOORE AND CO.,	[35, 581, 102, 587]
acreage-number: 860	[12, 237, 34, 252]
ad-signature: MILNE AND ROCHFORT,	[396, 935, 473, 941]
ad-address: Returned Soldiers' Land Bureau, HAWERA.	[263, 1112, 362, 1118]
classified-ad	[744, 487, 857, 598]
ad-body	[500, 740, 613, 817]
ad-text: ACRES, CHOICE DAIRY LAND, 7 miles by good road from railway station and butter factory. All grass, well fenced and watered, good house, cowshed, shed and yards, handy to school, post office and factory; terms arranged; full particulars on application; apply early for inspection; price per acre on easy terms; All grass, well fenced and watered, good house, cowshed, shed and yards, handy to school, post office and factory; terms arranged; full particulars on application; apply early for inspection; price per acre on easy terms;	[12, 609, 125, 692]
ad-signature: FOLEY AND JAGO,	[648, 419, 709, 425]
ad-text: ACRES, freehold, on good metal road, handy to school. All grass, well fenced and watered, good house, cowshed, shed and yards, handy to school, post office and factory; terms arranged; full particulars on application; apply early for inspection; price per acre on easy terms; All grass, well fenced and watered, good house, cowshed, shed and yards, handy to school, post office and factory; terms arranged; full particulars on application; apply early for inspection; price per acre on easy terms;	[256, 1022, 369, 1098]
ad-text: ACRES, all in grass, rolling country with about halfploughable. All grass, well fenced and watered, good house, cowshed, shed and yards, handy to school, post office and factory; terms arranged; full particulars on application; apply early for inspection; price per acre on easy terms; All grass, well fenced and watered, good house, cowshed, shed and yards, handy to school, post office and factory; terms arranged; full particulars on application; apply early for inspection; price per acre on easy terms;	[988, 848, 1102, 924]
ad-signature: BARNITT AND ROBERTSON,	[389, 453, 480, 459]
acreage-number: 200	[744, 86, 766, 101]
classified-ad	[500, 202, 613, 320]
ad-text: ACRES of first-class limestone and Papa country. All grass, well fenced and watered, good house, cowshed, shed and yards, handy to school, post office and factory; terms arranged; full particulars on application; apply early for inspection; price per acre on easy terms; All grass, well fenced and watered, good house, cowshed, shed and yards, handy to school, post office and factory; terms arranged; full particulars on application; apply early for inspection; price per acre on easy terms;	[622, 462, 735, 538]
ad-body	[378, 726, 491, 803]
classified-ad	[378, 192, 491, 333]
acreage-number: 2330	[378, 613, 407, 628]
ad-body	[12, 239, 125, 316]
ad-title: DAIRY FARM.	[655, 575, 701, 582]
ad-address: 167 Customhouse Quay, Wellington.	[271, 339, 354, 345]
ad-title: "SOMETHING GOOD."	[31, 226, 106, 233]
classified-ad	[988, 198, 1102, 331]
ad-address: 13 Rangitikei Street, Palmerston North.	[634, 833, 723, 839]
ad-title: EXCHANGES FOR GOOD DAIRY FARMS OR FOR FIRST MORTGAGES.	[380, 341, 489, 364]
ad-signature: J. B. WILSON AND CO.,	[1008, 820, 1082, 826]
ad-address: Stratford.	[667, 426, 690, 432]
acreage-number: 950	[744, 602, 766, 617]
classified-ad	[988, 331, 1102, 457]
acreage-number: 900	[622, 867, 644, 882]
acreage-number: 1000	[500, 206, 529, 221]
ad-signature: PAUL NEILSEN,	[287, 868, 338, 874]
ad-signature: CAVELL, ROOTS AND CO.,	[514, 823, 599, 829]
ad-title: DAIRY FARM.	[777, 717, 823, 724]
ad-signature: E. H. WOOD, The Live Agent,	[23, 448, 114, 454]
ad-address: Land Agents, BULLS.	[410, 705, 459, 711]
ad-body	[622, 869, 735, 946]
ad-text: ACRES, FREEHOLD, all grass except 2 acres in oats. All grass, well fenced and watered, good house, cowshed, shed and yards, handy to school, post office and factory; terms arranged; full particulars on application; apply early for inspection; price per acre on easy terms; All grass, well fenced and watered, good house, cowshed, shed and yards, handy to school, post office and factory; terms arranged; full particulars on application; apply early for inspection; price per acre on easy terms;	[744, 730, 857, 806]
ad-signature: HICKS AND BULL, LTD.,	[763, 687, 838, 693]
classified-ad	[12, 721, 125, 832]
ad-signature: A. C. JOHNSON, Land Agent, Te Kuiti.	[506, 179, 607, 193]
ad-lead: 24 CHOICE DAIRY FARMS.	[23, 93, 114, 100]
classified-ad	[622, 714, 735, 848]
classified-ad	[622, 441, 735, 567]
ad-title: A SPLENDID GRAZING PROPOSITION —LIMESTONE COUNTRY.	[385, 965, 484, 988]
acreage-number: 550	[500, 738, 522, 753]
ad-address: Late District Valuer, Land Agent, Te Kuiti.	[21, 706, 116, 712]
ad-subtitle: (T. S. Roulston) (A. E. Stanton)	[628, 80, 729, 87]
acreage-number: 68	[256, 490, 271, 505]
ad-address: New Plymouth.	[173, 889, 208, 895]
ad-text: ACRES, Freehold, good dairy land. All grass, well fenced and watered, good house, cowshed, shed and yards, handy to school, post office and factory; terms arranged; full particulars on application; apply early for inspection; price per acre on easy terms; All grass, well fenced and watered, good house, cowshed, shed and yards, handy to school, post office and factory; terms arranged; full particulars on application; apply early for inspection; price per acre on easy terms;	[500, 740, 613, 816]
ad-subtitle: FOR PRIVATE SALE.	[34, 80, 103, 87]
classified-ad	[500, 845, 613, 956]
ad-text: ACRES, good sheep and cattle country, all Freehold but about 600 acres. All grass, well fenced and watered, good house, cowshed, shed and yards, handy to school, post office and factory; terms arranged; full particulars on application; apply early for inspection; price per acre on easy terms; All grass, well fenced and watered, good house, cowshed, shed and yards, handy to school, post office and factory; terms arranged; full particulars on application; apply early for inspection; price per acre on easy terms;	[500, 208, 613, 291]
classified-ad	[12, 603, 125, 721]
column-4	[374, 40, 496, 2387]
ad-text: ACRES, Freehold, situate close to Blenheim, all flat and easy hills, all ploughable. All grass, well fenced and watered, good house, cowshed, shed and yards, handy to school, post office and factory; terms arranged; full particulars on application; apply early for inspection; price per acre on easy terms; All grass, well fenced and watered, good house, cowshed, shed and yards, handy to school, post office and factory; terms arranged; full particulars on application; apply early for inspection; price per acre on easy terms;	[256, 80, 369, 163]
